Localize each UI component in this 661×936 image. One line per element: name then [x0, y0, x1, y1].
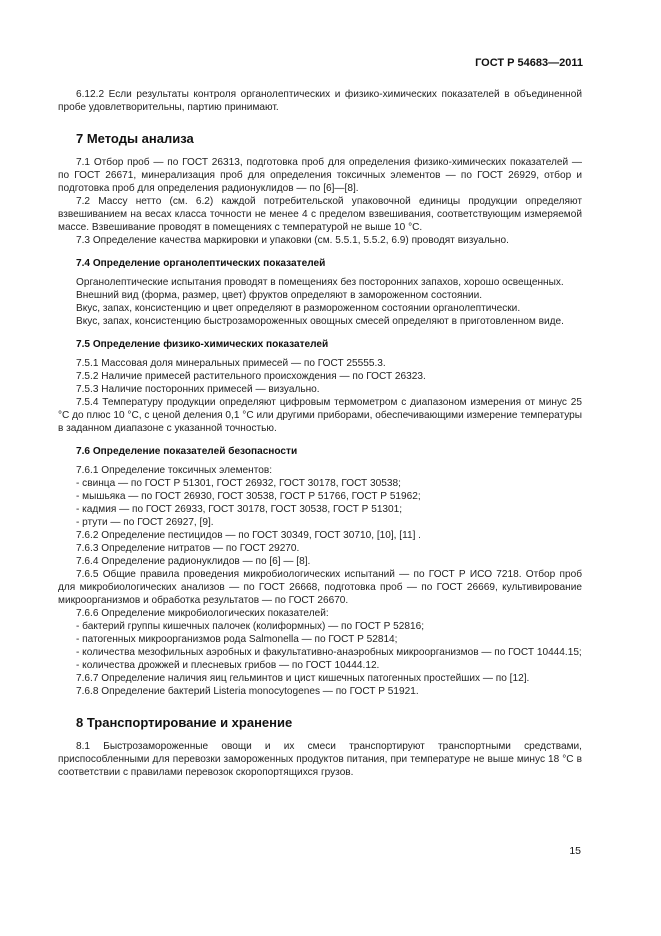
paragraph-6-12-2: 6.12.2 Если результаты контроля органолептических и физико-химических показателей в объединенной пробе удовлетворительны, партию принимают. [58, 89, 582, 113]
list-item: - кадмия — по ГОСТ 26933, ГОСТ 30178, ГОСТ 30538, ГОСТ Р 51301; [76, 504, 403, 515]
list-item: - мышьяка — по ГОСТ 26930, ГОСТ 30538, ГОСТ Р 51766, ГОСТ Р 51962; [76, 491, 421, 502]
document-body [58, 88, 582, 779]
page-number: 15 [569, 845, 581, 857]
section-8-title: 8 Транспортирование и хранение [76, 715, 293, 730]
section-7-title: 7 Методы анализа [76, 131, 194, 146]
paragraph-7-5-1: 7.5.1 Массовая доля минеральных примесей — по ГОСТ 25555.3. [76, 358, 386, 369]
paragraph-7-6-8: 7.6.8 Определение бактерий Listeria monocytogenes — по ГОСТ Р 51921. [76, 686, 419, 697]
paragraph-7-2: 7.2 Массу нетто (см. 6.2) каждой потребительской упаковочной единицы продукции определяют взвешиванием на весах класса точности не менее 4 с пределом взвешивания, соответствующим измеряемой массе. Взвешивание проводят в помещениях с температурой не выше 10 °С. [58, 196, 582, 233]
paragraph-7-6-6: 7.6.6 Определение микробиологических показателей: [76, 608, 329, 619]
paragraph-7-6-3: 7.6.3 Определение нитратов — по ГОСТ 29270. [76, 543, 300, 554]
list-item: - свинца — по ГОСТ Р 51301, ГОСТ 26932, ГОСТ 30178, ГОСТ 30538; [76, 478, 401, 489]
section-7-6-title: 7.6 Определение показателей безопасности [76, 446, 298, 457]
list-item: - количества дрожжей и плесневых грибов — по ГОСТ 10444.12. [76, 660, 380, 671]
paragraph-7-4-b: Внешний вид (форма, размер, цвет) фруктов определяют в замороженном состоянии. [76, 290, 483, 301]
paragraph-7-3: 7.3 Определение качества маркировки и упаковки (см. 5.5.1, 5.5.2, 6.9) проводят визуально. [76, 235, 509, 246]
paragraph-7-6-7: 7.6.7 Определение наличия яиц гельминтов и цист кишечных патогенных простейших — по [12]. [76, 673, 530, 684]
list-item: - количества мезофильных аэробных и факультативно-анаэробных микроорганизмов — по ГОСТ 10444.15; [76, 647, 582, 658]
paragraph-7-6-2: 7.6.2 Определение пестицидов — по ГОСТ 30349, ГОСТ 30710, [10], [11] . [76, 530, 421, 541]
paragraph-7-5-4: 7.5.4 Температуру продукции определяют цифровым термометром с диапазоном измерения от минус 25 °С до плюс 10 °С, с ценой деления 0,1 °С или другими приборами, обеспечивающими измерение температуры в заданном диапазоне с указанной точностью. [58, 397, 582, 434]
paragraph-7-6-1: 7.6.1 Определение токсичных элементов: [76, 465, 273, 476]
list-item: - ртути — по ГОСТ 26927, [9]. [76, 517, 214, 528]
paragraph-7-6-5: 7.6.5 Общие правила проведения микробиологических испытаний — по ГОСТ Р ИСО 7218. Отбор проб для микробиологических анализов — по ГОСТ 26668, подготовка проб — по ГОСТ 26669, культивирование микроорганизмов и обработка результатов — по ГОСТ 26670. [58, 569, 582, 606]
section-7-4-title: 7.4 Определение органолептических показателей [76, 258, 326, 269]
doc-code-header: ГОСТ Р 54683—2011 [475, 57, 583, 69]
paragraph-7-6-4: 7.6.4 Определение радионуклидов — по [6] — [8]. [76, 556, 311, 567]
list-item: - бактерий группы кишечных палочек (колиформных) — по ГОСТ Р 52816; [76, 621, 425, 632]
paragraph-7-4-d: Вкус, запах, консистенцию быстрозамороженных овощных смесей определяют в приготовленном виде. [76, 316, 564, 327]
paragraph-7-4-a: Органолептические испытания проводят в помещениях без посторонних запахов, хорошо освещенных. [76, 277, 564, 288]
paragraph-7-5-2: 7.5.2 Наличие примесей растительного происхождения — по ГОСТ 26323. [76, 371, 426, 382]
paragraph-8-1: 8.1 Быстрозамороженные овощи и их смеси транспортируют транспортными средствами, приспособленными для перевозки замороженных продуктов питания, при температуре не выше минус 18 °С в соответствии с правилами перевозок скоропортящихся грузов. [58, 741, 582, 778]
list-item: - патогенных микроорганизмов рода Salmonella — по ГОСТ Р 52814; [76, 634, 398, 645]
paragraph-7-1: 7.1 Отбор проб — по ГОСТ 26313, подготовка проб для определения физико-химических показателей — по ГОСТ 26671, минерализация проб для определения токсичных элементов — по ГОСТ 26929, отбор и подготовка проб для определения радионуклидов — по [6]—[8]. [58, 157, 582, 194]
paragraph-7-5-3: 7.5.3 Наличие посторонних примесей — визуально. [76, 384, 320, 395]
paragraph-7-4-c: Вкус, запах, консистенцию и цвет определяют в размороженном состоянии органолептически. [76, 303, 521, 314]
section-7-5-title: 7.5 Определение физико-химических показателей [76, 339, 329, 350]
